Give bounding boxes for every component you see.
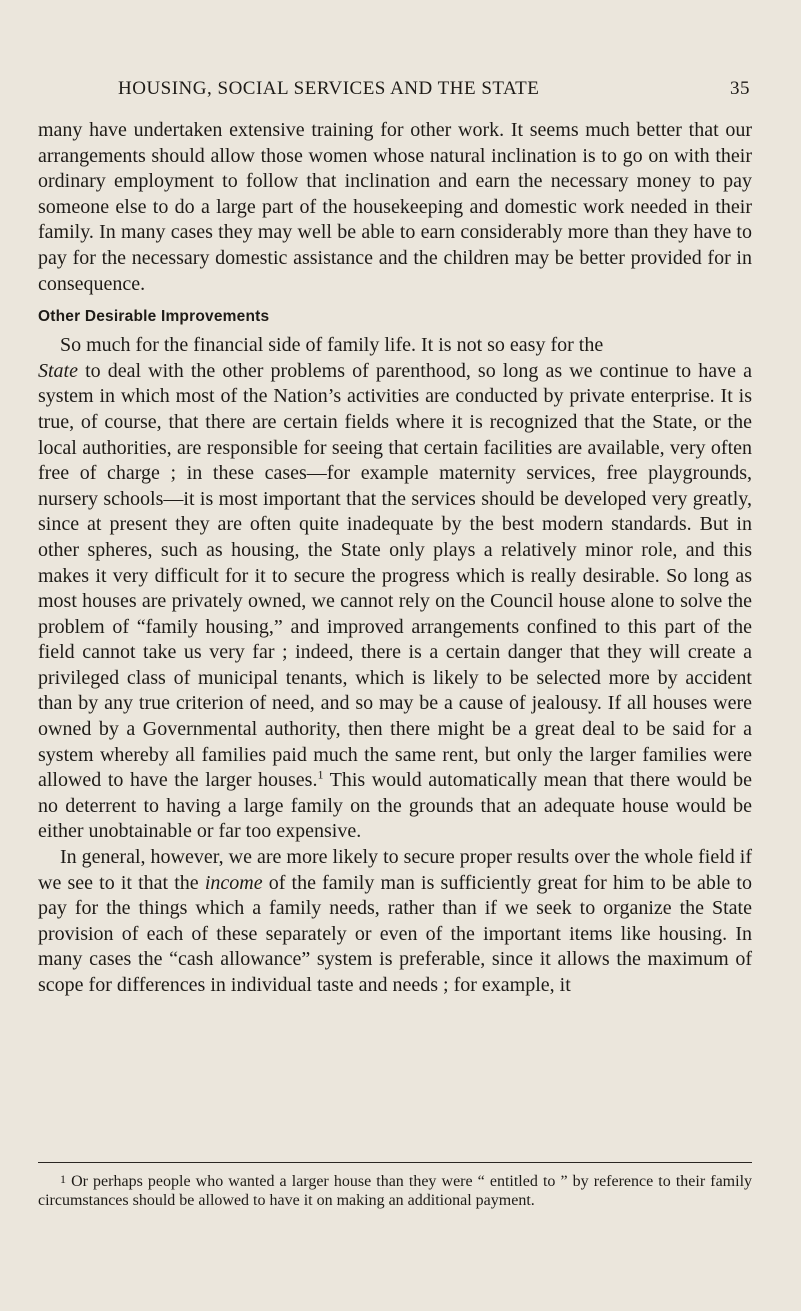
footnote-text: Or perhaps people who wanted a larger house than they were “ entitled to ” by reference to their family circumstances should be allowed to have it on making an additional payment.	[38, 1173, 753, 1209]
paragraph	[38, 333, 752, 845]
body-text	[38, 118, 752, 999]
emphasis-state: State	[38, 359, 78, 382]
text-run: So much for the financial side of family life. It is not so easy for the	[60, 334, 604, 357]
paragraph	[38, 845, 752, 999]
paragraph: many have undertaken extensive training for other work. It seems much better that our arrangements should allow those women whose natural inclination is to go on with their ordinary employment to follow that inclination and earn the necessary money to pay someone else to do a large part of the housekeeping and domestic work needed in their family. In many cases they may well be able to earn considerably more than they have to pay for the necessary domestic assistance and the children may be better provided for in consequence.	[38, 119, 752, 295]
chapter-title: HOUSING, SOCIAL SERVICES AND THE STATE	[118, 78, 540, 99]
text-run: This would automatically mean that there would be no deterrent to having a large family on the grounds that an adequate house would be either unobtainable or far too expensive.	[38, 769, 752, 843]
footnote-divider	[38, 1162, 752, 1163]
text-run: of the family man is sufficiently great for him to be able to pay for the things which a family needs, rather than if we seek to organize the State provision of each of these separately or even of the important items like housing. In many cases the “cash allowance” system is preferable, since it allows the maximum of scope for differences in individual taste and needs ; for example, it	[38, 871, 752, 996]
footnote-number: 1	[60, 1172, 66, 1186]
section-heading: Other Desirable Improvements	[38, 308, 270, 326]
footnote	[38, 1170, 752, 1210]
footnote-reference: 1	[317, 767, 324, 782]
text-run: to deal with the other problems of parenthood, so long as we continue to have a system in which most of the Nation’s activities are conducted by private enterprise. It is true, of course, that there are certain fields where it is recognized that the State, or the local authorities, are responsible for seeing that certain facilities are available, very often free of charge ; in these cases—for example maternity services, free playgrounds, nursery schools—it is most important that the services should be developed very greatly, since at present they are often quite inadequate by the best modern standards. But in other spheres, such as housing, the State only plays a relatively minor role, and this makes it very difficult for it to secure the progress which is really desirable. So long as most houses are privately owned, we cannot rely on the Council house alone to solve the problem of “family housing,” and improved arrangements confined to this part of the field cannot take us very far ; indeed, there is a certain danger that they will create a privileged class of municipal tenants, which is likely to be selected more by accident than by any true criterion of need, and so may be a cause of jealousy. If all houses were owned by a Governmental authority, then there might be a great deal to be said for a system whereby all families paid much the same rent, but only the larger families were allowed to have the larger houses.	[38, 359, 752, 792]
text-run: In general, however, we are more likely to secure proper results over the whole field if we see to it that the	[38, 846, 752, 894]
emphasis-income: income	[204, 871, 263, 894]
page-number: 35	[730, 78, 750, 99]
